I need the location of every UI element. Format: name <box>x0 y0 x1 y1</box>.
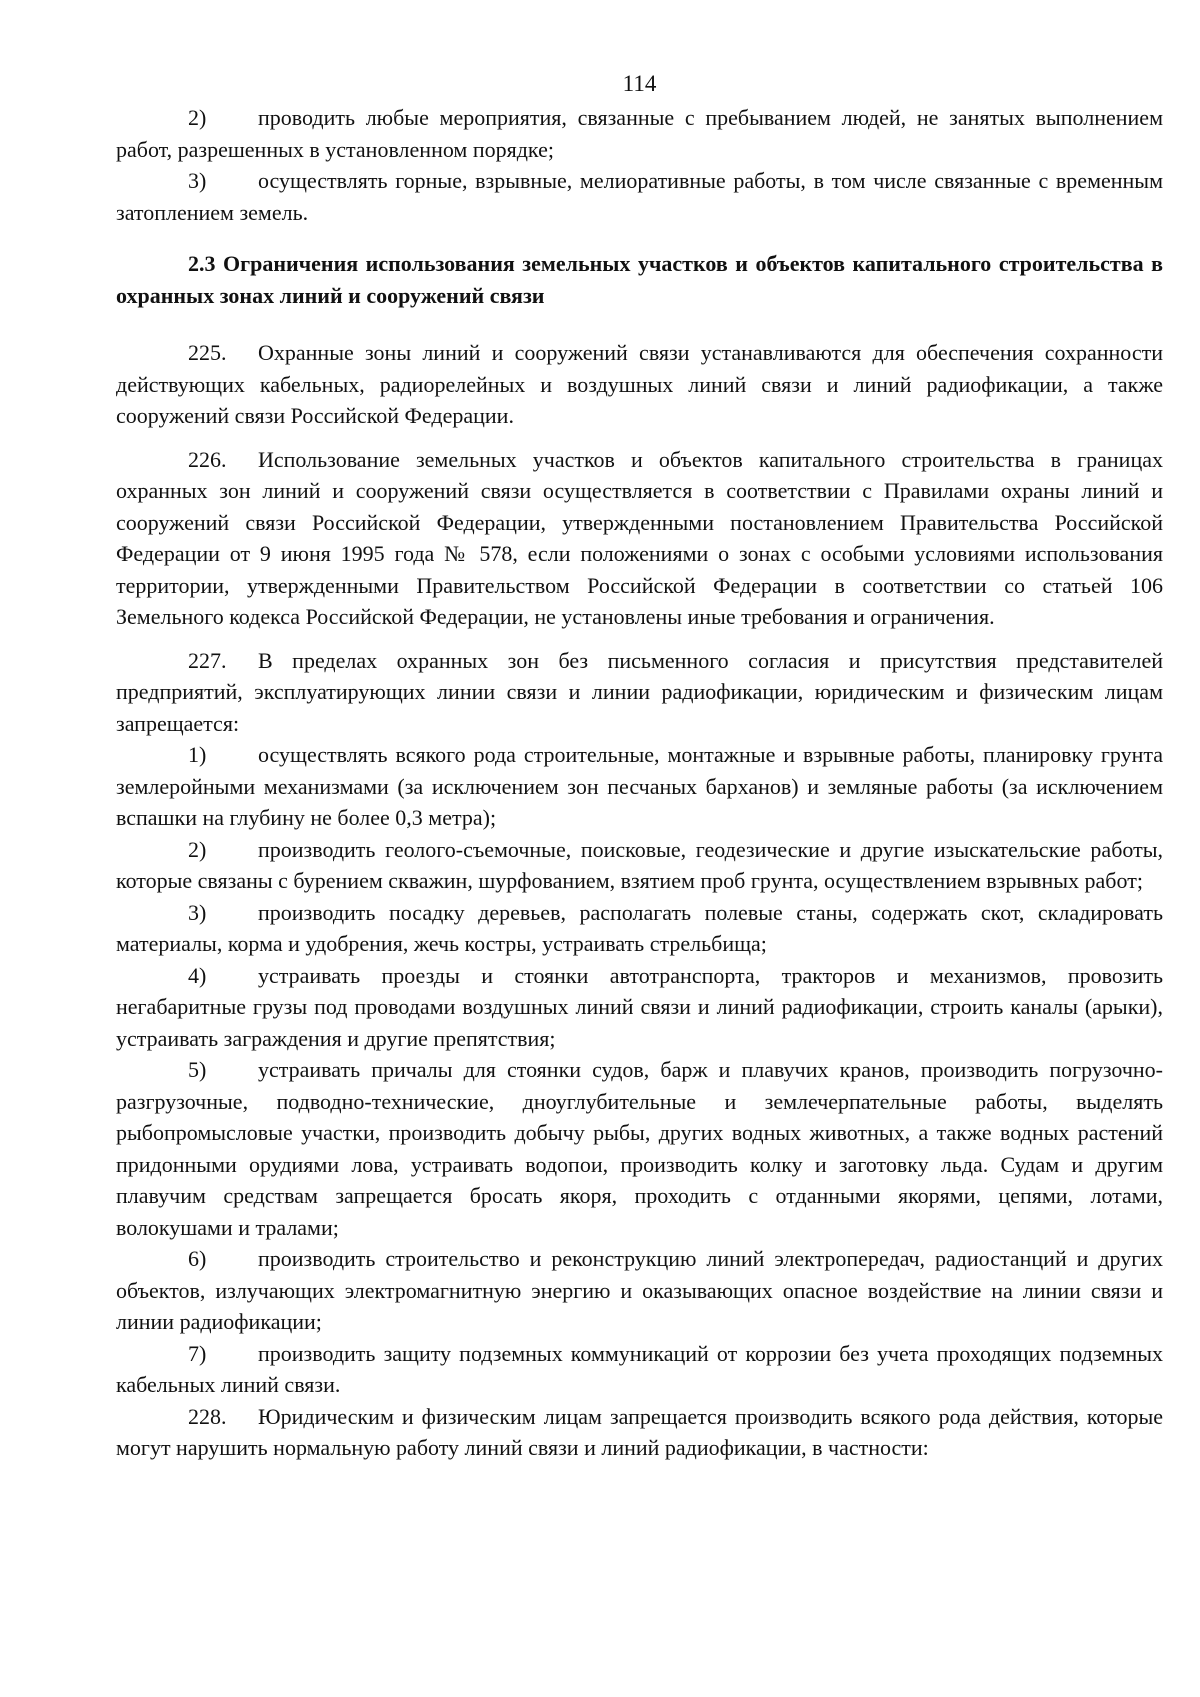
paragraph-text: Охранные зоны линий и сооружений связи устанавливаются для обеспечения сохранности действующих кабельных, радиорелейных и воздушных линий связи и линий радиофикации, а также сооружений связи Российской Федерации. <box>116 340 1163 428</box>
list-item-number: 1) <box>188 742 207 767</box>
paragraph-number: 225. <box>188 340 227 365</box>
list-item-text: осуществлять всякого рода строительные, монтажные и взрывные работы, планировку грунта землеройными механизмами (за исключением зон песчаных барханов) и земляные работы (за исключением вспашки на глубину не более 0,3 метра); <box>116 742 1163 830</box>
document-page <box>116 0 1163 1464</box>
paragraph-225 <box>116 337 1163 432</box>
paragraph-226 <box>116 444 1163 633</box>
list-item-number: 3) <box>188 899 207 925</box>
list-item <box>116 739 1163 834</box>
paragraph-227 <box>116 645 1163 740</box>
list-item <box>116 1054 1163 1243</box>
list-item-number: 7) <box>188 1340 207 1366</box>
list-item-number: 6) <box>188 1246 207 1271</box>
list-item <box>116 960 1163 1055</box>
list-item-text: устраивать проезды и стоянки автотранспорта, тракторов и механизмов, провозить негабаритные грузы под проводами воздушных линий связи и линий радиофикации, строить каналы (арыки), устраивать заграждения и другие препятствия; <box>116 962 1163 1051</box>
list-item <box>116 834 1163 897</box>
paragraph-text: Юридическим и физическим лицам запрещается производить всякого рода действия, которые могут нарушить нормальную работу линий связи и линий радиофикации, в частности: <box>116 1403 1163 1460</box>
list-item-number: 5) <box>188 1057 207 1082</box>
list-item-text: производить защиту подземных коммуникаций от коррозии без учета проходящих подземных кабельных линий связи. <box>116 1340 1163 1397</box>
list-item-text: проводить любые мероприятия, связанные с пребыванием людей, не занятых выполнением работ, разрешенных в установленном порядке; <box>116 105 1163 162</box>
list-item <box>116 102 1163 165</box>
list-item-number: 2) <box>188 105 207 130</box>
list-item-text: осуществлять горные, взрывные, мелиоративные работы, в том числе связанные с временным затоплением земель. <box>116 168 1163 225</box>
list-item-text: производить посадку деревьев, располагать полевые станы, содержать скот, складировать материалы, корма и удобрения, жечь костры, устраивать стрельбища; <box>116 899 1163 956</box>
list-item-text: производить геолого-съемочные, поисковые, геодезические и другие изыскательские работы, которые связаны с бурением скважин, шурфованием, взятием проб грунта, осуществлением взрывных работ; <box>116 836 1163 893</box>
list-item <box>116 1243 1163 1338</box>
list-item-text: устраивать причалы для стоянки судов, барж и плавучих кранов, производить погрузочно-разгрузочные, подводно-технические, дноуглубительные и землечерпательные работы, выделять рыбопромысловые участки, производить добычу рыбы, других водных животных, а также водных растений придонными орудиями лова, устраивать водопои, производить колку и заготовку льда. Судам и другим плавучим средствам запрещается бросать якоря, проходить с отданными якорями, цепями, лотами, волокушами и тралами; <box>116 1057 1163 1240</box>
paragraph-number: 226. <box>188 446 227 472</box>
list-item-text: производить строительство и реконструкцию линий электропередач, радиостанций и других объектов, излучающих электромагнитную энергию и оказывающих опасное воздействие на линии связи и линии радиофикации; <box>116 1246 1163 1334</box>
list-item-number: 2) <box>188 836 207 862</box>
paragraph-text: В пределах охранных зон без письменного согласия и присутствия представителей предприятий, эксплуатирующих линии связи и линии радиофикации, юридическим и физическим лицам запрещается: <box>116 647 1163 736</box>
page-number: 114 <box>622 71 657 96</box>
paragraph-number: 227. <box>188 647 227 673</box>
list-item <box>116 1338 1163 1401</box>
list-item <box>116 165 1163 228</box>
paragraph-text: Использование земельных участков и объектов капитального строительства в границах охранных зон линий и сооружений связи осуществляется в соответствии с Правилами охраны линий и сооружений связи Российской Федерации, утвержденными постановлением Правительства Российской Федерации от 9 июня 1995 года № 578, если положениями о зонах с особыми условиями использования территории, утвержденными Правительством Российской Федерации в соответствии со статьей 106 Земельного кодекса Российской Федерации, не установлены иные требования и ограничения. <box>116 446 1163 629</box>
list-item-number: 3) <box>188 168 207 193</box>
paragraph-228 <box>116 1401 1163 1464</box>
section-heading: 2.3 Ограничения использования земельных участков и объектов капитального строительства в охранных зонах линий и сооружений связи <box>116 251 1163 308</box>
list-item <box>116 897 1163 960</box>
paragraph-number: 228. <box>188 1403 227 1429</box>
list-item-number: 4) <box>188 962 207 988</box>
